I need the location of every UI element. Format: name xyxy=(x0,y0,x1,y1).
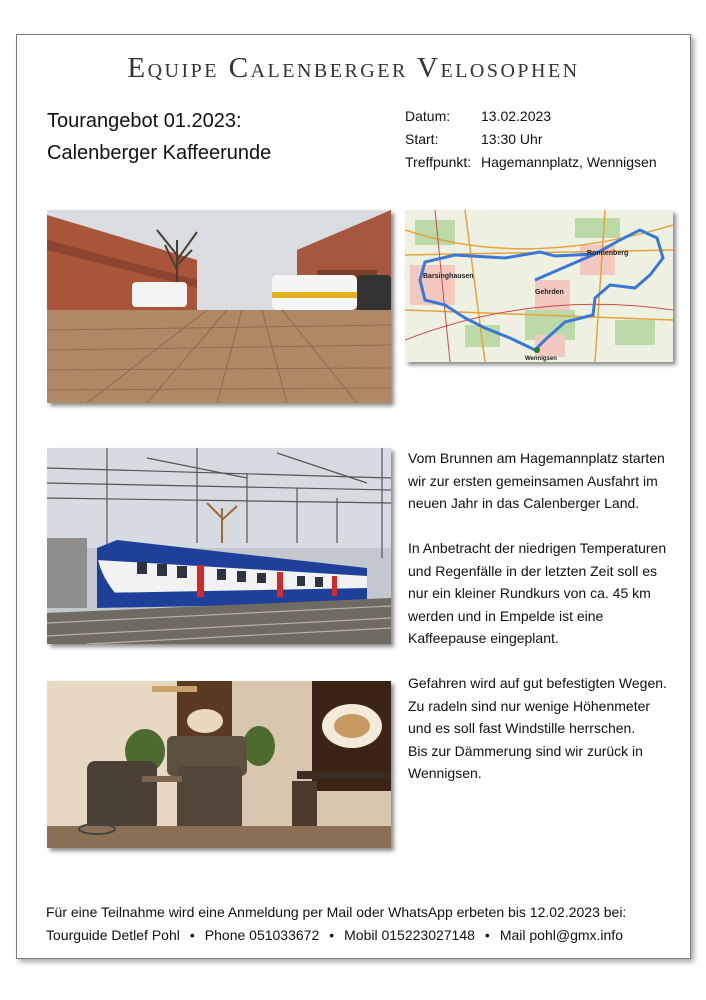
tour-title-line2: Calenberger Kaffeerunde xyxy=(47,142,272,164)
text-line: Bis zur Dämmerung sind wir zurück in xyxy=(408,742,643,759)
contact-line xyxy=(46,924,626,947)
map-label: Barsinghausen xyxy=(423,273,474,280)
text-line: wir zur ersten gemeinsamen Ausfahrt im xyxy=(408,472,658,489)
tour-title xyxy=(47,105,271,169)
meta-label: Treffpunkt: xyxy=(405,154,472,170)
text-line: nur ein kleiner Rundkurs von ca. 45 km xyxy=(408,585,651,601)
map-label: Gehrden xyxy=(535,289,564,296)
footer-contact xyxy=(46,901,626,947)
text-line: neuen Jahr in das Calenberger Land. xyxy=(408,495,640,511)
meta-value: 13:30 Uhr xyxy=(481,131,543,147)
tourguide-name: Tourguide Detlef Pohl xyxy=(46,927,180,943)
bullet-separator: • xyxy=(189,927,195,943)
meta-value: Hagemannplatz, Wennigsen xyxy=(481,154,657,170)
tour-meta xyxy=(405,105,657,174)
flyer-sheet xyxy=(16,34,691,959)
tour-title-line1: Tourangebot 01.2023: xyxy=(47,110,242,132)
text-line: Zu radeln sind nur wenige Höhenmeter xyxy=(408,697,651,714)
org-title: Equipe Calenberger Velosophen xyxy=(127,52,580,84)
text-line: Kaffeepause eingeplant. xyxy=(408,630,559,646)
photo-train xyxy=(47,448,391,644)
map-label: Ronnenberg xyxy=(587,250,629,257)
photo-cafe xyxy=(47,681,391,848)
text-line: und es soll fast Windstille herrschen. xyxy=(408,720,636,736)
meta-value: 13.02.2023 xyxy=(481,108,552,124)
text-line: und Regenfälle in der letzten Zeit soll es xyxy=(408,562,658,579)
mobile-number: Mobil 015223027148 xyxy=(344,927,475,943)
bullet-separator: • xyxy=(484,927,490,943)
phone-number: Phone 051033672 xyxy=(204,927,320,943)
meta-row-date xyxy=(405,105,657,128)
description-paragraph-1 xyxy=(408,447,678,515)
description-paragraph-3 xyxy=(408,672,678,785)
photo-hagemannplatz xyxy=(47,210,391,403)
email-address[interactable]: Mail pohl@gmx.info xyxy=(499,927,623,943)
text-line: werden und in Empelde ist eine xyxy=(408,607,604,624)
description-paragraph-2 xyxy=(408,537,678,650)
map-label: Wennigsen xyxy=(525,356,557,362)
text-line: Gefahren wird auf gut befestigten Wegen. xyxy=(408,675,667,691)
meta-row-meeting-point xyxy=(405,151,657,174)
meta-label: Start: xyxy=(405,131,439,147)
meta-label: Datum: xyxy=(405,108,451,124)
text-line: In Anbetracht der niedrigen Temperaturen xyxy=(408,540,667,556)
registration-note: Für eine Teilnahme wird eine Anmeldung per Mail oder WhatsApp erbeten bis 12.02.2023 bei: xyxy=(46,904,627,920)
route-map xyxy=(405,210,673,362)
text-line: Vom Brunnen am Hagemannplatz starten xyxy=(408,450,665,466)
text-line: Wennigsen. xyxy=(408,765,482,781)
meta-row-start xyxy=(405,128,657,151)
bullet-separator: • xyxy=(329,927,335,943)
